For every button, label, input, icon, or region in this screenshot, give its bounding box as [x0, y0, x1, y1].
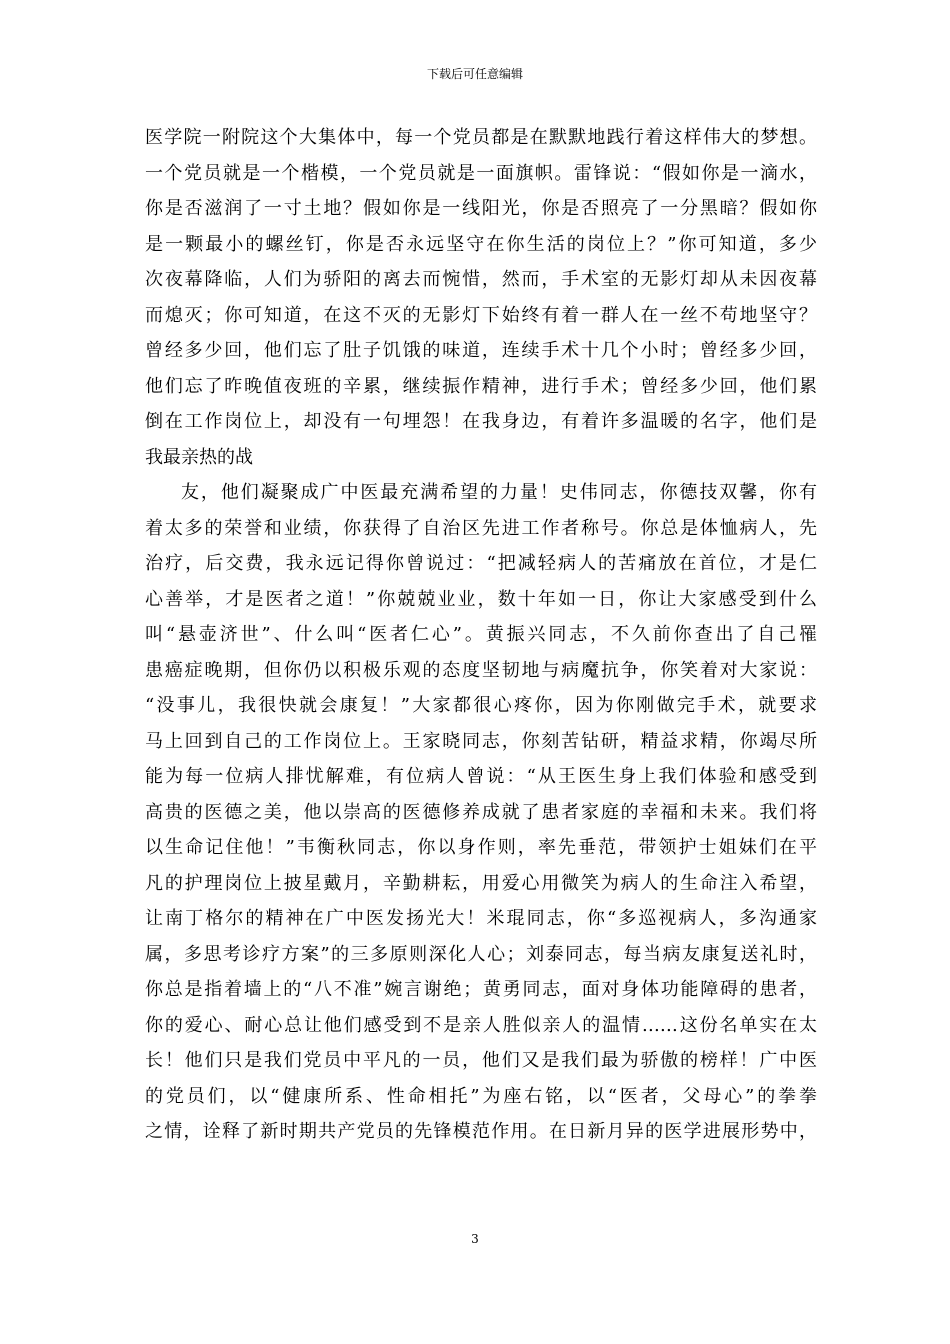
text-line: 凡的护理岗位上披星戴月，辛勤耕耘，用爱心用微笑为病人的生命注入希望， [145, 872, 817, 894]
paragraph-2 [145, 475, 817, 1150]
text-line: 他们忘了昨晚值夜班的辛累，继续振作精神，进行手术；曾经多少回，他们累 [145, 375, 817, 397]
text-line: 是一颗最小的螺丝钉，你是否永远坚守在你生活的岗位上？”你可知道，多少 [145, 233, 817, 255]
text-line: 长！他们只是我们党员中平凡的一员，他们又是我们最为骄傲的榜样！广中医 [145, 1050, 817, 1071]
text-line: 心善举，才是医者之道！”你兢兢业业，数十年如一日，你让大家感受到什么 [145, 588, 817, 610]
text-line: 患癌症晚期，但你仍以积极乐观的态度坚韧地与病魔抗争，你笑着对大家说： [145, 659, 817, 681]
page-header: 下载后可任意编辑 [426, 67, 523, 81]
text-line: 马上回到自己的工作岗位上。王家晓同志，你刻苦钻研，精益求精，你竭尽所 [145, 730, 817, 752]
text-line: “没事儿，我很快就会康复！”大家都很心疼你，因为你刚做完手术，就要求 [145, 695, 817, 716]
text-line: 治疗，后交费，我永远记得你曾说过：“把减轻病人的苦痛放在首位，才是仁 [145, 553, 817, 574]
text-line: 你总是指着墙上的“八不准”婉言谢绝；黄勇同志，面对身体功能障碍的患者， [145, 979, 817, 1000]
text-line: 我最亲热的战 [145, 446, 253, 468]
text-line: 能为每一位病人排忧解难，有位病人曾说：“从王医生身上我们体验和感受到 [145, 766, 817, 787]
text-line: 医学院一附院这个大集体中，每一个党员都是在默默地践行着这样伟大的梦想。 [145, 127, 817, 148]
text-line: 而熄灭；你可知道，在这不灭的无影灯下始终有着一群人在一丝不苟地坚守？ [145, 304, 817, 326]
text-line: 曾经多少回，他们忘了肚子饥饿的味道，连续手术十几个小时；曾经多少回， [145, 340, 817, 361]
text-line: 倒在工作岗位上，却没有一句埋怨！在我身边，有着许多温暖的名字，他们是 [145, 411, 817, 432]
text-line: 友，他们凝聚成广中医最充满希望的力量！史伟同志，你德技双馨，你有 [181, 482, 817, 503]
page-number: 3 [471, 1232, 479, 1246]
text-line: 之情，诠释了新时期共产党员的先锋模范作用。在日新月异的医学进展形势中， [145, 1121, 817, 1142]
text-line: 让南丁格尔的精神在广中医发扬光大！米琨同志，你“多巡视病人，多沟通家 [145, 908, 817, 929]
paragraph-1 [145, 120, 817, 475]
text-line: 以生命记住他！”韦衡秋同志，你以身作则，率先垂范，带领护士姐妹们在平 [145, 837, 817, 858]
body-text [145, 120, 817, 1150]
text-line: 属，多思考诊疗方案”的三多原则深化人心；刘泰同志，每当病友康复送礼时， [145, 943, 817, 965]
text-line: 一个党员就是一个楷模，一个党员就是一面旗帜。雷锋说：“假如你是一滴水， [145, 162, 817, 184]
text-line: 的党员们，以“健康所系、性命相托”为座右铭，以“医者，父母心”的拳拳 [145, 1085, 817, 1107]
text-line: 叫“悬壶济世”、什么叫“医者仁心”。黄振兴同志，不久前你查出了自己罹 [145, 624, 817, 645]
text-line: 高贵的医德之美，他以崇高的医德修养成就了患者家庭的幸福和未来。我们将 [145, 801, 817, 823]
text-line: 你是否滋润了一寸土地？假如你是一线阳光，你是否照亮了一分黑暗？假如你 [145, 198, 817, 219]
text-line: 次夜幕降临，人们为骄阳的离去而惋惜，然而，手术室的无影灯却从未因夜幕 [145, 269, 817, 290]
text-line: 你的爱心、耐心总让他们感受到不是亲人胜似亲人的温情……这份名单实在太 [145, 1014, 817, 1036]
text-line: 着太多的荣誉和业绩，你获得了自治区先进工作者称号。你总是体恤病人，先 [145, 517, 817, 539]
